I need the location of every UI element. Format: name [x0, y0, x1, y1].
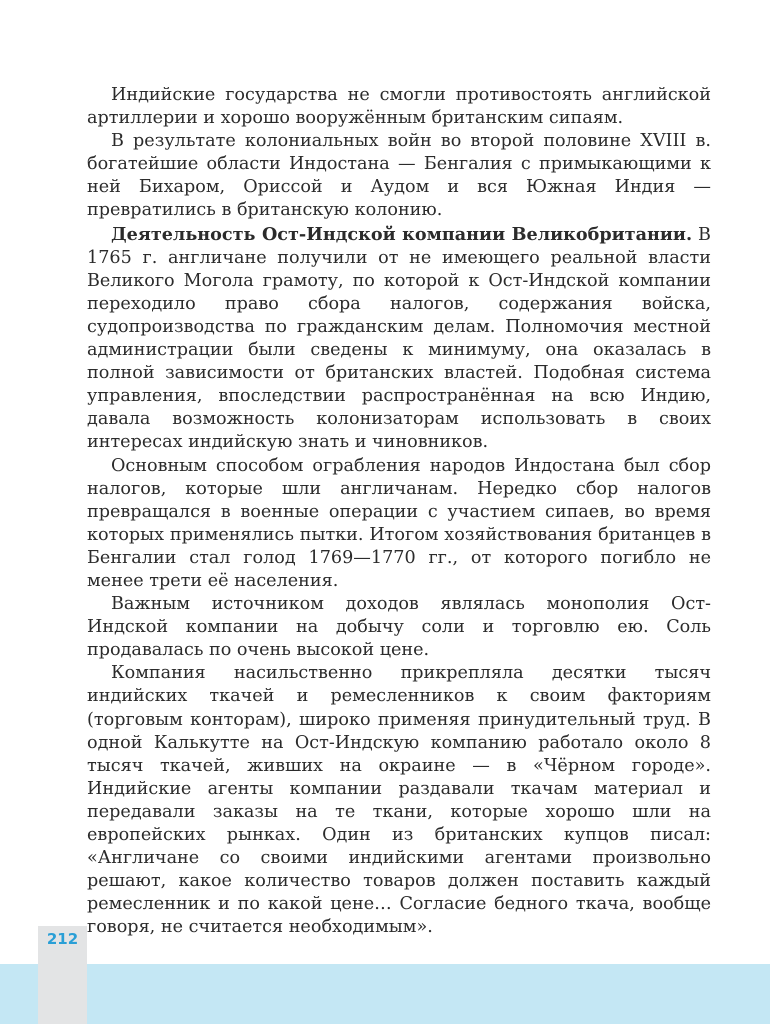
- paragraph: Компания насильственно прикрепляла десятки тысяч индийских ткачей и ремесленников к своим факториям (торговым конторам), широко применяя принудительный труд. В одной Калькутте на Ост-Индскую компанию работало около 8 тысяч ткачей, живших на окраине — в «Чёрном городе». Индийские агенты компании раздавали ткачам материал и передавали заказы на те ткани, которые хорошо шли на европейских рынках. Один из британских купцов писал: «Англичане со своими индийскими агентами произвольно решают, какое количество товаров должен поставить каждый ремесленник и по какой цене… Согласие бедного ткача, вообще говоря, не считается необходимым».: [87, 663, 711, 938]
- paragraph: Основным способом ограбления народов Индостана был сбор налогов, которые шли англичанам. Нередко сбор налогов превращался в военные операции с участием сипаев, во время которых применялись пытки. Итогом хозяйствования британцев в Бенгалии стал голод 1769—1770 гг., от которого погибло не менее трети её населения.: [87, 455, 711, 591]
- paragraph: Важным источником доходов являлась монополия Ост-Индской компании на добычу соли и торговлю ею. Соль продавалась по очень высокой цене.: [87, 594, 711, 661]
- page-number: 212: [46, 930, 79, 948]
- footer-band: [0, 964, 770, 1024]
- body-text: [87, 84, 711, 939]
- paragraph: В результате колониальных войн во второй половине XVIII в. богатейшие области Индостана — Бенгалия с примыкающими к ней Бихаром, Ориссой и Аудом и вся Южная Индия — превратились в британскую колонию.: [87, 131, 711, 221]
- paragraph: Деятельность Ост-Индской компании Великобритании. В 1765 г. англичане получили от не имеющего реальной власти Великого Могола грамоту, по которой к Ост-Индской компании переходило право сбора налогов, содержания войска, судопроизводства по гражданским делам. Полномочия местной администрации были сведены к минимуму, она оказалась в полной зависимости от британских властей. Подобная система управления, впоследствии распространённая на всю Индию, давала возможность колонизаторам использовать в своих интересах индийскую знать и чиновников.: [87, 223, 711, 453]
- paragraph: Индийские государства не смогли противостоять английской артиллерии и хорошо вооружённым британским сипаям.: [87, 85, 711, 129]
- section-heading: Деятельность Ост-Индской компании Великобритании.: [111, 223, 693, 245]
